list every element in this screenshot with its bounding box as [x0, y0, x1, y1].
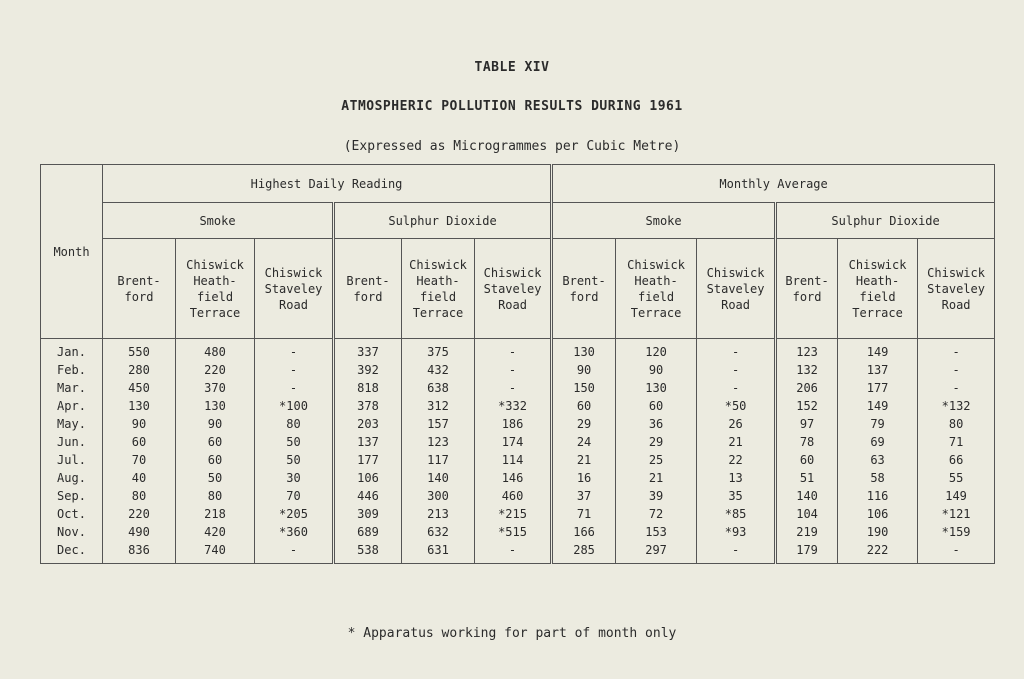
table-row — [41, 397, 995, 415]
value-cell: 370 — [176, 379, 255, 397]
value-cell: 312 — [402, 397, 475, 415]
value-cell: 337 — [334, 339, 402, 362]
value-cell: 137 — [838, 361, 918, 379]
value-cell: *85 — [697, 505, 776, 523]
sulphur-dioxide-header: Sulphur Dioxide — [776, 203, 995, 239]
value-cell: 490 — [103, 523, 176, 541]
monthly-average-header: Monthly Average — [552, 165, 995, 203]
value-cell: - — [255, 361, 334, 379]
value-cell: 116 — [838, 487, 918, 505]
value-cell: 140 — [402, 469, 475, 487]
value-cell: 220 — [103, 505, 176, 523]
table-title: ATMOSPHERIC POLLUTION RESULTS DURING 1961 — [341, 99, 683, 114]
value-cell: 69 — [838, 433, 918, 451]
value-cell: - — [918, 339, 995, 362]
value-cell: 130 — [552, 339, 616, 362]
pollution-table — [40, 164, 995, 564]
heathfield-header: Chiswick Heath- field Terrace — [838, 239, 918, 339]
month-cell: Sep. — [41, 487, 103, 505]
value-cell: *159 — [918, 523, 995, 541]
value-cell: 432 — [402, 361, 475, 379]
value-cell: 149 — [918, 487, 995, 505]
value-cell: 450 — [103, 379, 176, 397]
month-cell: Aug. — [41, 469, 103, 487]
value-cell: 58 — [838, 469, 918, 487]
value-cell: 29 — [616, 433, 697, 451]
value-cell: 375 — [402, 339, 475, 362]
value-cell: *50 — [697, 397, 776, 415]
value-cell: 632 — [402, 523, 475, 541]
value-cell: 538 — [334, 541, 402, 564]
table-row — [41, 487, 995, 505]
value-cell: 80 — [103, 487, 176, 505]
value-cell: 114 — [475, 451, 552, 469]
value-cell: 157 — [402, 415, 475, 433]
value-cell: 150 — [552, 379, 616, 397]
value-cell: 132 — [776, 361, 838, 379]
value-cell: 117 — [402, 451, 475, 469]
value-cell: 222 — [838, 541, 918, 564]
value-cell: 26 — [697, 415, 776, 433]
value-cell: 689 — [334, 523, 402, 541]
month-cell: Feb. — [41, 361, 103, 379]
value-cell: 153 — [616, 523, 697, 541]
month-cell: Jul. — [41, 451, 103, 469]
brentford-header: Brent- ford — [334, 239, 402, 339]
heathfield-header: Chiswick Heath- field Terrace — [402, 239, 475, 339]
value-cell: 140 — [776, 487, 838, 505]
value-cell: 24 — [552, 433, 616, 451]
value-cell: 21 — [616, 469, 697, 487]
month-cell: May. — [41, 415, 103, 433]
value-cell: 130 — [103, 397, 176, 415]
smoke-header: Smoke — [103, 203, 334, 239]
value-cell: 50 — [255, 433, 334, 451]
month-cell: Jan. — [41, 339, 103, 362]
table-row — [41, 541, 995, 564]
table-row — [41, 469, 995, 487]
sulphur-dioxide-header: Sulphur Dioxide — [334, 203, 552, 239]
value-cell: - — [475, 361, 552, 379]
value-cell: 66 — [918, 451, 995, 469]
value-cell: 174 — [475, 433, 552, 451]
value-cell: 550 — [103, 339, 176, 362]
value-cell: 79 — [838, 415, 918, 433]
value-cell: 80 — [255, 415, 334, 433]
value-cell: 63 — [838, 451, 918, 469]
value-cell: 146 — [475, 469, 552, 487]
value-cell: 104 — [776, 505, 838, 523]
value-cell: 37 — [552, 487, 616, 505]
table-number: TABLE XIV — [474, 60, 550, 75]
month-cell: Jun. — [41, 433, 103, 451]
value-cell: 60 — [176, 433, 255, 451]
value-cell: 71 — [552, 505, 616, 523]
table-row — [41, 451, 995, 469]
value-cell: 70 — [103, 451, 176, 469]
value-cell: 166 — [552, 523, 616, 541]
value-cell: 219 — [776, 523, 838, 541]
table-row — [41, 339, 995, 362]
value-cell: *100 — [255, 397, 334, 415]
value-cell: 29 — [552, 415, 616, 433]
value-cell: 203 — [334, 415, 402, 433]
value-cell: 36 — [616, 415, 697, 433]
table-row — [41, 361, 995, 379]
value-cell: - — [918, 361, 995, 379]
value-cell: 130 — [616, 379, 697, 397]
brentford-header: Brent- ford — [776, 239, 838, 339]
value-cell: 186 — [475, 415, 552, 433]
value-cell: 213 — [402, 505, 475, 523]
brentford-header: Brent- ford — [552, 239, 616, 339]
month-header: Month — [41, 165, 103, 339]
value-cell: 90 — [176, 415, 255, 433]
value-cell: 280 — [103, 361, 176, 379]
month-cell: Apr. — [41, 397, 103, 415]
value-cell: 60 — [552, 397, 616, 415]
value-cell: 460 — [475, 487, 552, 505]
value-cell: 218 — [176, 505, 255, 523]
value-cell: 149 — [838, 339, 918, 362]
value-cell: 78 — [776, 433, 838, 451]
value-cell: 297 — [616, 541, 697, 564]
table-row — [41, 379, 995, 397]
value-cell: *93 — [697, 523, 776, 541]
table-body — [41, 339, 995, 564]
value-cell: - — [255, 339, 334, 362]
value-cell: - — [697, 361, 776, 379]
value-cell: 90 — [616, 361, 697, 379]
value-cell: 50 — [176, 469, 255, 487]
value-cell: 740 — [176, 541, 255, 564]
value-cell: 80 — [918, 415, 995, 433]
value-cell: - — [475, 379, 552, 397]
month-cell: Oct. — [41, 505, 103, 523]
value-cell: *332 — [475, 397, 552, 415]
value-cell: 60 — [616, 397, 697, 415]
value-cell: 152 — [776, 397, 838, 415]
heathfield-header: Chiswick Heath- field Terrace — [616, 239, 697, 339]
value-cell: 90 — [103, 415, 176, 433]
staveley-header: Chiswick Staveley Road — [697, 239, 776, 339]
value-cell: 179 — [776, 541, 838, 564]
value-cell: 16 — [552, 469, 616, 487]
table-row — [41, 505, 995, 523]
value-cell: 40 — [103, 469, 176, 487]
value-cell: 70 — [255, 487, 334, 505]
smoke-header: Smoke — [552, 203, 776, 239]
staveley-header: Chiswick Staveley Road — [475, 239, 552, 339]
value-cell: 300 — [402, 487, 475, 505]
value-cell: 123 — [402, 433, 475, 451]
table-row — [41, 415, 995, 433]
value-cell: - — [475, 339, 552, 362]
value-cell: 836 — [103, 541, 176, 564]
brentford-header: Brent- ford — [103, 239, 176, 339]
value-cell: 177 — [838, 379, 918, 397]
value-cell: 123 — [776, 339, 838, 362]
value-cell: 120 — [616, 339, 697, 362]
month-cell: Dec. — [41, 541, 103, 564]
value-cell: 420 — [176, 523, 255, 541]
value-cell: 106 — [838, 505, 918, 523]
value-cell: - — [255, 379, 334, 397]
value-cell: - — [918, 379, 995, 397]
value-cell: - — [697, 339, 776, 362]
value-cell: 71 — [918, 433, 995, 451]
units-note: (Expressed as Microgrammes per Cubic Metre) — [343, 139, 681, 154]
value-cell: 392 — [334, 361, 402, 379]
value-cell: 22 — [697, 451, 776, 469]
value-cell: 55 — [918, 469, 995, 487]
highest-daily-header: Highest Daily Reading — [103, 165, 552, 203]
value-cell: 137 — [334, 433, 402, 451]
value-cell: - — [697, 541, 776, 564]
value-cell: 60 — [176, 451, 255, 469]
value-cell: 72 — [616, 505, 697, 523]
table-row — [41, 523, 995, 541]
value-cell: 220 — [176, 361, 255, 379]
month-cell: Mar. — [41, 379, 103, 397]
value-cell: 90 — [552, 361, 616, 379]
value-cell: 206 — [776, 379, 838, 397]
value-cell: 177 — [334, 451, 402, 469]
value-cell: 13 — [697, 469, 776, 487]
value-cell: - — [475, 541, 552, 564]
staveley-header: Chiswick Staveley Road — [255, 239, 334, 339]
value-cell: - — [918, 541, 995, 564]
value-cell: 480 — [176, 339, 255, 362]
value-cell: 60 — [103, 433, 176, 451]
value-cell: *121 — [918, 505, 995, 523]
value-cell: 285 — [552, 541, 616, 564]
value-cell: *360 — [255, 523, 334, 541]
table-row — [41, 433, 995, 451]
value-cell: 378 — [334, 397, 402, 415]
value-cell: - — [255, 541, 334, 564]
value-cell: - — [697, 379, 776, 397]
footnote: * Apparatus working for part of month only — [347, 626, 677, 641]
value-cell: 149 — [838, 397, 918, 415]
value-cell: 80 — [176, 487, 255, 505]
value-cell: 50 — [255, 451, 334, 469]
value-cell: 446 — [334, 487, 402, 505]
value-cell: 39 — [616, 487, 697, 505]
value-cell: *515 — [475, 523, 552, 541]
value-cell: 97 — [776, 415, 838, 433]
value-cell: 631 — [402, 541, 475, 564]
value-cell: 35 — [697, 487, 776, 505]
value-cell: 638 — [402, 379, 475, 397]
value-cell: *205 — [255, 505, 334, 523]
value-cell: 21 — [552, 451, 616, 469]
value-cell: 190 — [838, 523, 918, 541]
value-cell: 130 — [176, 397, 255, 415]
value-cell: 60 — [776, 451, 838, 469]
value-cell: *215 — [475, 505, 552, 523]
value-cell: 25 — [616, 451, 697, 469]
month-cell: Nov. — [41, 523, 103, 541]
value-cell: 106 — [334, 469, 402, 487]
value-cell: *132 — [918, 397, 995, 415]
staveley-header: Chiswick Staveley Road — [918, 239, 995, 339]
heathfield-header: Chiswick Heath- field Terrace — [176, 239, 255, 339]
value-cell: 30 — [255, 469, 334, 487]
value-cell: 309 — [334, 505, 402, 523]
value-cell: 51 — [776, 469, 838, 487]
value-cell: 818 — [334, 379, 402, 397]
value-cell: 21 — [697, 433, 776, 451]
